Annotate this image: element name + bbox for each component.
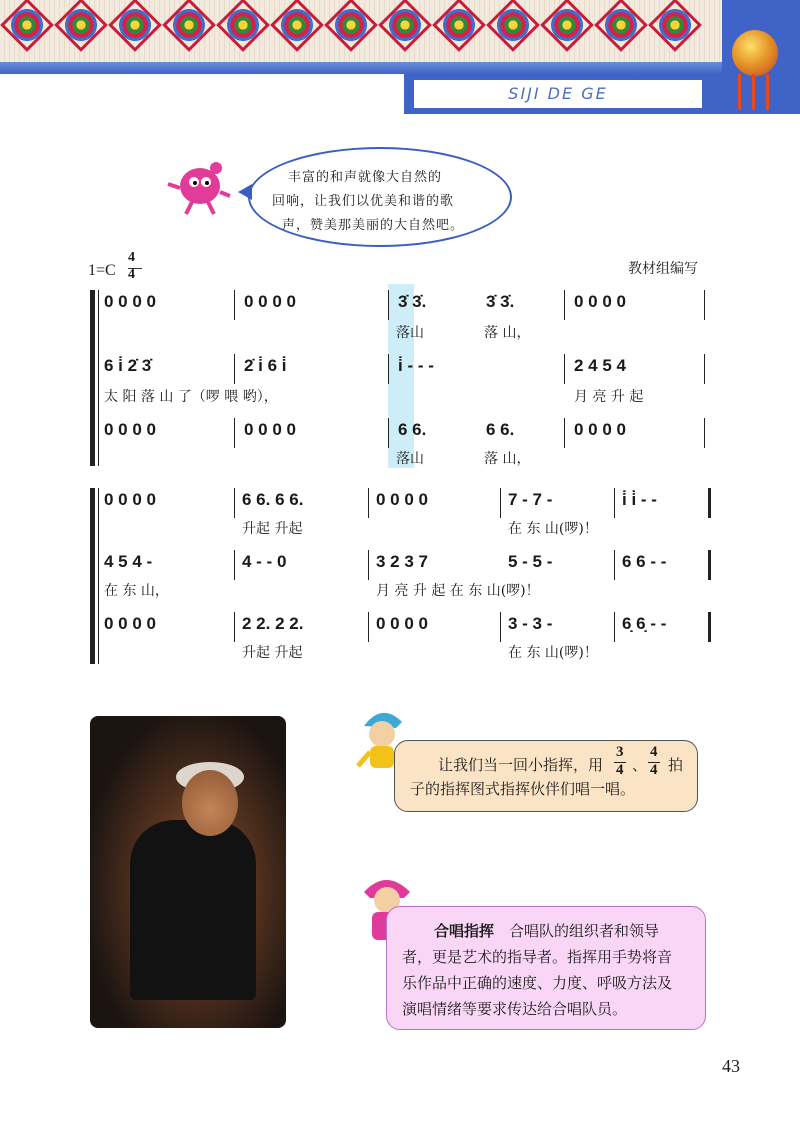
notes-v3-m2: 2 2. 2 2. — [242, 614, 304, 633]
info-line: 者，更是艺术的指导者。指挥用手势将音 — [402, 948, 673, 966]
lyric: 升起 升起 — [242, 521, 303, 537]
page-title: SIJI DE GE — [414, 80, 702, 108]
tip-text: 拍 — [668, 756, 684, 774]
final-barline — [708, 488, 711, 518]
barline — [368, 550, 369, 580]
info-text: 合唱队的组织者和领导 — [509, 922, 660, 940]
barline — [234, 612, 235, 642]
barline — [388, 418, 389, 448]
final-barline — [708, 612, 711, 642]
time-signature-top: 4 — [128, 250, 135, 265]
lyric: 月 亮 升 起 在 东 山(啰)！ — [376, 583, 540, 599]
tip-text: 子的指挥图式指挥伙伴们唱一唱。 — [410, 780, 636, 798]
notes-v1-m3: 0 0 0 0 — [376, 490, 428, 509]
embroidered-ball-icon — [732, 30, 778, 76]
notes-v2-m5: 6 6 - - — [622, 552, 667, 571]
notes-v3-m5: 6̣ 6̣ - - — [622, 614, 667, 633]
notes-v1-m1: 0 0 0 0 — [104, 292, 156, 311]
lyric: 落 山， — [484, 325, 531, 341]
barline — [234, 488, 235, 518]
time-signature-bottom: 4 — [128, 267, 135, 282]
lyric: 月 亮 升 起 — [574, 389, 644, 405]
lyric: 落 山， — [484, 451, 531, 467]
notes-v1-m4: 0 0 0 0 — [574, 292, 626, 311]
notes-v3-m3b: 6 6. — [486, 420, 515, 439]
lyric: 升起 升起 — [242, 645, 303, 661]
barline — [234, 418, 235, 448]
barline — [234, 354, 235, 384]
notes-v3-m4: 3 - 3 - — [508, 614, 553, 633]
header-blue-strip — [0, 62, 722, 74]
system-bracket — [90, 290, 95, 466]
system-bracket — [90, 488, 95, 664]
info-term: 合唱指挥 — [434, 922, 495, 940]
notes-v3-m3a: 6 6. — [398, 420, 427, 439]
speech-line: 丰富的和声就像大自然的 — [288, 170, 443, 185]
speech-line: 声，赞美那美丽的大自然吧。 — [282, 218, 465, 233]
barline — [388, 354, 389, 384]
barline — [564, 418, 565, 448]
info-line: 乐作品中正确的速度、力度、呼吸方法及 — [402, 974, 673, 992]
barline — [368, 612, 369, 642]
notes-v3-m4: 0 0 0 0 — [574, 420, 626, 439]
barline — [368, 488, 369, 518]
notes-v1-m3b: 3̇ 3̇. — [486, 292, 515, 311]
barline — [704, 290, 705, 320]
barline — [564, 354, 565, 384]
notes-v3-m1: 0 0 0 0 — [104, 420, 156, 439]
notes-v2-m3: i̇ - - - — [398, 356, 434, 375]
notes-v3-m2: 0 0 0 0 — [244, 420, 296, 439]
barline — [614, 550, 615, 580]
lyric: 在 东 山(啰)！ — [508, 521, 598, 537]
separator: 、 — [632, 756, 648, 774]
conductor-head — [182, 770, 238, 836]
fraction-top: 3 — [616, 744, 624, 760]
barline — [614, 488, 615, 518]
lyric: 在 东 山， — [104, 583, 169, 599]
barline — [98, 290, 99, 466]
info-line: 演唱情绪等要求传达给合唱队员。 — [402, 1000, 628, 1018]
barline — [704, 418, 705, 448]
notes-v2-m4: 2 4 5 4 — [574, 356, 626, 375]
notes-v1-m1: 0 0 0 0 — [104, 490, 156, 509]
barline — [500, 488, 501, 518]
key-signature: 1=C — [88, 262, 116, 279]
notes-v1-m5: i̇ i̇ - - — [622, 490, 657, 509]
lyric: 太 阳 落 山 了（啰 喂 哟）， — [104, 389, 278, 405]
page-number: 43 — [722, 1056, 740, 1076]
speech-line: 回响，让我们以优美和谐的歌 — [272, 194, 455, 209]
notes-v1-m2: 0 0 0 0 — [244, 292, 296, 311]
barline — [98, 488, 99, 664]
ethnic-pattern-border — [0, 0, 722, 62]
tip-text: 让我们当一回小指挥，用 — [438, 756, 604, 774]
notes-v2-m1: 4 5 4 - — [104, 552, 153, 571]
notes-v2-m2: 4 - - 0 — [242, 552, 287, 571]
tassel — [752, 74, 755, 110]
lyric: 落山 — [396, 325, 424, 341]
notes-v1-m2: 6 6. 6 6. — [242, 490, 304, 509]
lyric: 在 东 山(啰)！ — [508, 645, 598, 661]
lyric: 落山 — [396, 451, 424, 467]
notes-v3-m3: 0 0 0 0 — [376, 614, 428, 633]
barline — [388, 290, 389, 320]
notes-v1-m3a: 3̇ 3̇. — [398, 292, 427, 311]
notes-v2-m1: 6 i̇ 2̇ 3̇ — [104, 356, 152, 375]
fraction-bottom: 4 — [616, 762, 624, 778]
notes-v2-m2: 2̇ i̇ 6 i̇ — [244, 356, 287, 375]
notes-v3-m1: 0 0 0 0 — [104, 614, 156, 633]
info-line — [434, 920, 730, 941]
score-credit: 教材组编写 — [628, 261, 698, 277]
music-note-mascot-icon — [164, 158, 232, 216]
barline — [234, 550, 235, 580]
barline — [704, 354, 705, 384]
fraction-top: 4 — [650, 744, 658, 760]
notes-v2-m4: 5 - 5 - — [508, 552, 553, 571]
final-barline — [708, 550, 711, 580]
barline — [614, 612, 615, 642]
fraction-bottom: 4 — [650, 762, 658, 778]
notes-v2-m3: 3 2 3 7 — [376, 552, 428, 571]
notes-v1-m4: 7 - 7 - — [508, 490, 553, 509]
barline — [500, 612, 501, 642]
conductor-figure — [130, 820, 256, 1000]
barline — [564, 290, 565, 320]
tassel — [738, 74, 741, 110]
barline — [234, 290, 235, 320]
tassel — [766, 74, 769, 110]
